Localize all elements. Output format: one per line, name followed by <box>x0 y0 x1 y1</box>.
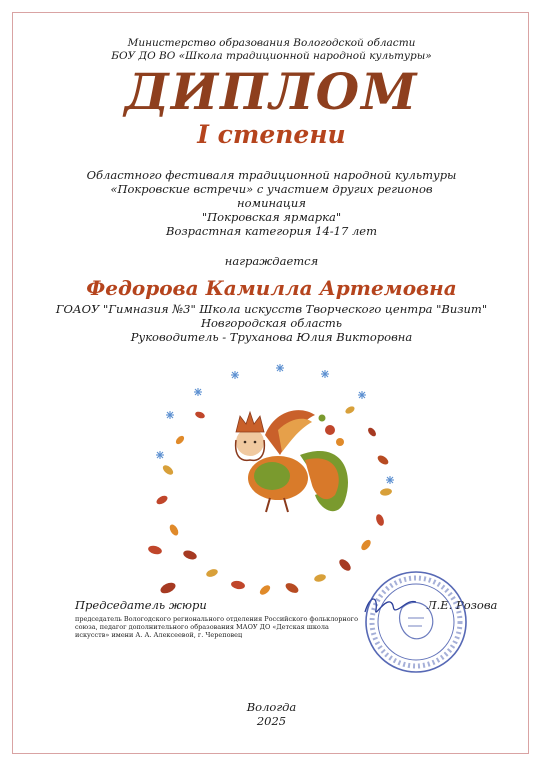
jury-chair-description: председатель Вологодского регионального отделения Российского фольклорного союза, педагог дополнительного образования МАОУ ДО «Детская школа искусств» имени А. А. Алексеевой, г. Череповец <box>75 615 359 639</box>
school-text: БОУ ДО ВО «Школа традиционной народной культуры» <box>111 49 432 62</box>
footer <box>0 700 543 728</box>
footer-city: Вологда <box>246 700 297 714</box>
recipient-org: ГОАОУ "Гимназия №3" Школа искусств Творческого центра "Визит" <box>55 302 488 316</box>
recipient-name: Федорова Камилла Артемовна <box>86 276 457 300</box>
festival-line-1: Областного фестиваля традиционной народной культуры <box>86 168 457 182</box>
awarded-label: награждается <box>224 254 319 268</box>
jury-chair-name: Л.Е. Розова <box>427 598 498 612</box>
nomination-label: номинация <box>237 196 306 210</box>
nomination-name: "Покровская ярмарка" <box>201 210 342 224</box>
festival-line-2: «Покровские встречи» с участием других регионов <box>110 182 433 196</box>
recipient-supervisor: Руководитель - Труханова Юлия Викторовна <box>130 330 413 344</box>
recipient-region: Новгородская область <box>200 316 343 330</box>
footer-year: 2025 <box>256 714 287 728</box>
festival-block <box>0 168 543 238</box>
recipient-details <box>0 302 543 344</box>
diploma-title: ДИПЛОМ <box>124 62 419 121</box>
organization-stamp <box>362 568 470 676</box>
sirin-bird <box>236 410 348 512</box>
age-category: Возрастная категория 14-17 лет <box>166 224 377 238</box>
jury-chair-title: Председатель жюри <box>75 598 207 612</box>
ministry-text: Министерство образования Вологодской области <box>127 37 416 49</box>
header <box>0 37 543 62</box>
degree-title: I степени <box>197 120 346 149</box>
